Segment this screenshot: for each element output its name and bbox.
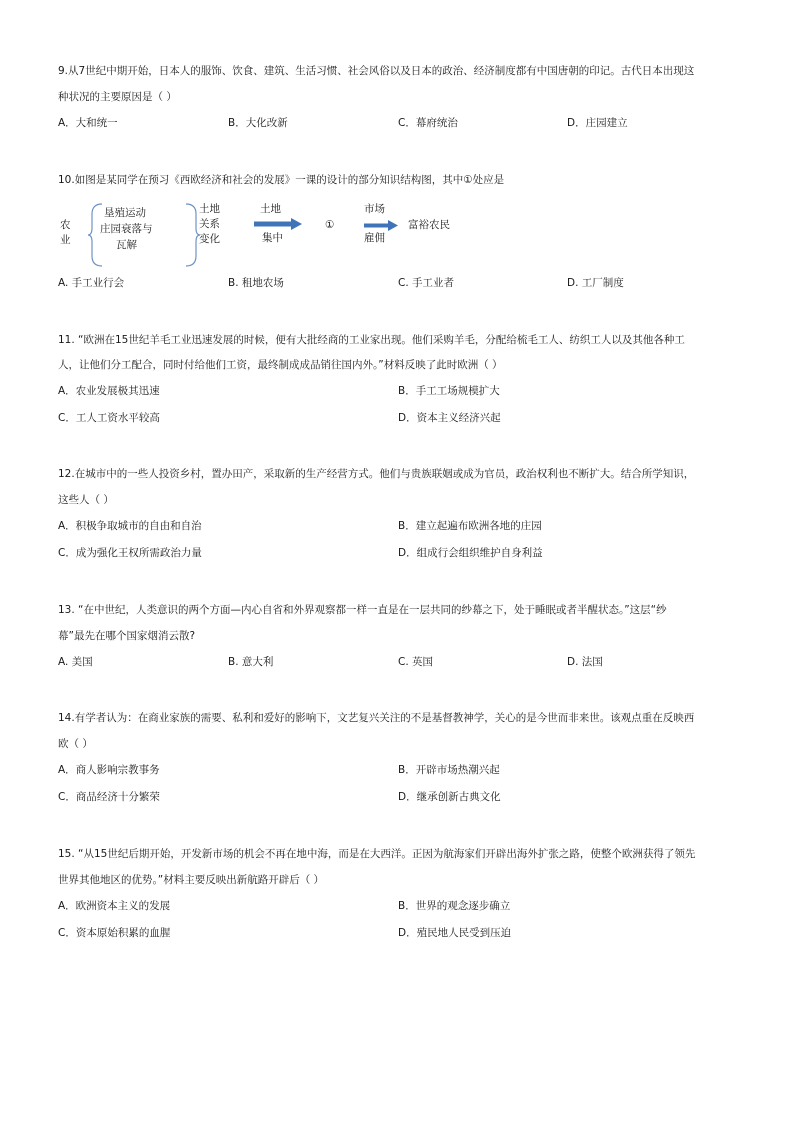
q11-option-a: A．农业发展极其迅速: [58, 385, 160, 397]
diagram-left-label-1: 农: [60, 219, 71, 231]
q15-line-1: 15. “从15世纪后期开始，开发新市场的机会不再在地中海，而是在大西洋。正因为航海家们开辟出海外扩张之路，使整个欧洲获得了领先: [58, 848, 696, 860]
q12-line-2: 这些人（ ）: [58, 494, 114, 506]
q15-option-b: B．世界的观念逐步确立: [398, 900, 511, 912]
q9-option-b: B．大化改新: [228, 117, 288, 129]
diagram-col2-line-3: 变化: [199, 233, 220, 245]
q9-line-2: 种状况的主要原因是（ ）: [58, 91, 177, 103]
q13-option-a: A. 美国: [58, 656, 93, 668]
diagram-arrow1-bottom: 集中: [262, 232, 283, 244]
q13-option-b: B. 意大利: [228, 656, 274, 668]
diagram-arrow1-top: 土地: [260, 203, 281, 215]
q11-line-1: 11. “欧洲在15世纪羊毛工业迅速发展的时候，便有大批经商的工业家出现。他们采购羊毛，分配给梳毛工人、纺织工人以及其他各种工: [58, 334, 685, 346]
q13-option-c: C. 英国: [398, 656, 434, 668]
right-arrow-icon: [254, 218, 302, 230]
q12-option-c: C．成为强化王权所需政治力量: [58, 547, 202, 559]
q14-option-b: B．开辟市场热潮兴起: [398, 764, 500, 776]
q10-option-b: B. 租地农场: [228, 277, 284, 289]
diagram-box-line-3: 瓦解: [116, 239, 137, 251]
q15-option-c: C．资本原始积累的血腥: [58, 927, 171, 939]
q14-option-a: A．商人影响宗教事务: [58, 764, 160, 776]
knowledge-structure-diagram: [58, 198, 478, 274]
q13-line-2: 幕”最先在哪个国家烟消云散?: [58, 630, 196, 642]
q12-option-d: D．组成行会组织维护自身利益: [398, 547, 543, 559]
right-arrow-icon: [364, 220, 398, 231]
diagram-arrow2-bottom: 雇佣: [364, 232, 385, 244]
q13-line-1: 13. “在中世纪，人类意识的两个方面—内心自省和外界观察都一样一直是在一层共同的纱幕之下，处于睡眠或者半醒状态。”这层“纱: [58, 604, 667, 616]
q11-line-2: 人，让他们分工配合，同时付给他们工资，最终制成成品销往国内外。”材料反映了此时欧洲（ ）: [58, 359, 503, 371]
q9-option-c: C．幕府统治: [398, 117, 458, 129]
q15-line-2: 世界其他地区的优势。”材料主要反映出新航路开辟后（ ）: [58, 874, 325, 886]
q14-line-2: 欧（ ）: [58, 738, 93, 750]
q15-option-d: D．殖民地人民受到压迫: [398, 927, 512, 939]
diagram-arrow2-top: 市场: [364, 203, 385, 215]
q11-option-d: D．资本主义经济兴起: [398, 412, 501, 424]
q14-option-c: C．商品经济十分繁荣: [58, 791, 160, 803]
q13-option-d: D. 法国: [567, 656, 603, 668]
q9-option-a: A．大和统一: [58, 117, 118, 129]
diagram-col2-line-1: 土地: [199, 203, 220, 215]
q15-option-a: A．欧洲资本主义的发展: [58, 900, 171, 912]
q10-option-d: D. 工厂制度: [567, 277, 624, 289]
q11-option-c: C．工人工资水平较高: [58, 412, 160, 424]
q12-option-a: A．积极争取城市的自由和自治: [58, 520, 202, 532]
q10-option-a: A. 手工业行会: [58, 277, 125, 289]
q14-option-d: D．继承创新古典文化: [398, 791, 501, 803]
q14-line-1: 14.有学者认为：在商业家族的需要、私利和爱好的影响下，文艺复兴关注的不是基督教神学，关心的是今世而非来世。该观点重在反映西: [58, 712, 695, 724]
diagram-box-line-1: 垦殖运动: [104, 207, 146, 219]
q12-line-1: 12.在城市中的一些人投资乡村，置办田产，采取新的生产经营方式。他们与贵族联姻或成为官员，政治权利也不断扩大。结合所学知识，: [58, 468, 695, 480]
q12-option-b: B．建立起遍布欧洲各地的庄园: [398, 520, 542, 532]
diagram-result: 富裕农民: [408, 219, 450, 231]
q11-option-b: B．手工工场规模扩大: [398, 385, 500, 397]
diagram-box-line-2: 庄园衰落与: [100, 223, 153, 235]
diagram-blank-circle-one: ①: [325, 219, 335, 231]
diagram-col2-line-2: 关系: [199, 218, 220, 230]
q10-option-c: C. 手工业者: [398, 277, 455, 289]
q9-line-1: 9.从7世纪中期开始，日本人的服饰、饮食、建筑、生活习惯、社会风俗以及日本的政治、经济制度都有中国唐朝的印记。古代日本出现这: [58, 65, 695, 77]
q9-option-d: D．庄园建立: [567, 117, 628, 129]
q10-line-1: 10.如图是某同学在预习《西欧经济和社会的发展》一课的设计的部分知识结构图，其中①处应是: [58, 174, 505, 186]
diagram-left-label-2: 业: [60, 234, 71, 246]
